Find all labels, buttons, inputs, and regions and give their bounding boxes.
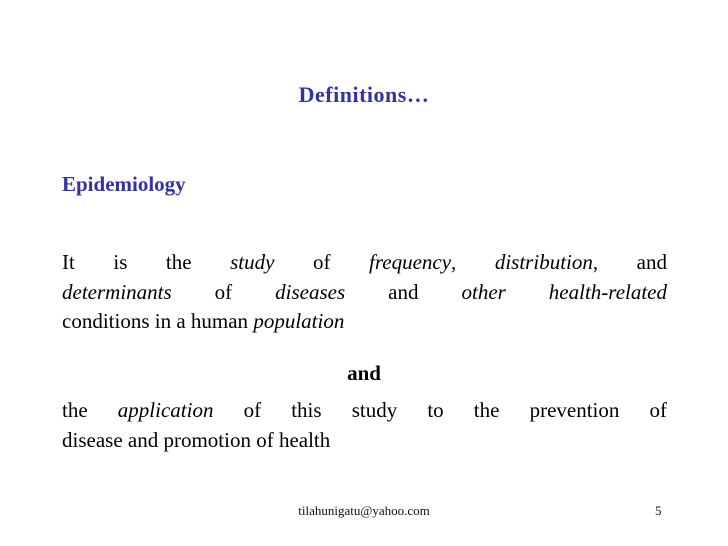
text-run: of bbox=[171, 279, 276, 304]
application-line-1 bbox=[62, 396, 667, 426]
text-run: of this study to the prevention of bbox=[213, 398, 667, 422]
slide-title: Definitions… bbox=[298, 82, 430, 107]
page-number: 5 bbox=[655, 503, 662, 518]
definition-paragraph bbox=[62, 248, 667, 337]
definition-line-2 bbox=[62, 278, 667, 308]
text-run: It is the bbox=[62, 250, 231, 274]
emphasis-run: other health-related bbox=[461, 279, 667, 304]
emphasis-run: application bbox=[117, 398, 214, 422]
connector-word: and bbox=[347, 361, 381, 385]
emphasis-run: distribution bbox=[494, 250, 593, 274]
text-run: the bbox=[62, 398, 118, 422]
definition-line-1 bbox=[62, 248, 667, 278]
emphasis-run: frequency bbox=[369, 250, 452, 274]
application-line-2: disease and promotion of health bbox=[62, 427, 331, 452]
text-run: , bbox=[451, 250, 495, 274]
definition-line-3 bbox=[62, 307, 667, 337]
emphasis-run: study bbox=[230, 250, 275, 274]
text-run: of bbox=[274, 250, 370, 274]
text-run: , and bbox=[592, 250, 667, 274]
emphasis-run: determinants bbox=[62, 279, 172, 304]
emphasis-run: diseases bbox=[275, 279, 346, 304]
section-heading: Epidemiology bbox=[62, 172, 186, 196]
footer-email: tilahunigatu@yahoo.com bbox=[298, 503, 430, 518]
text-run: and bbox=[345, 279, 462, 304]
emphasis-run: population bbox=[253, 309, 345, 333]
text-run: conditions in a human bbox=[62, 309, 254, 333]
application-paragraph bbox=[62, 396, 667, 455]
